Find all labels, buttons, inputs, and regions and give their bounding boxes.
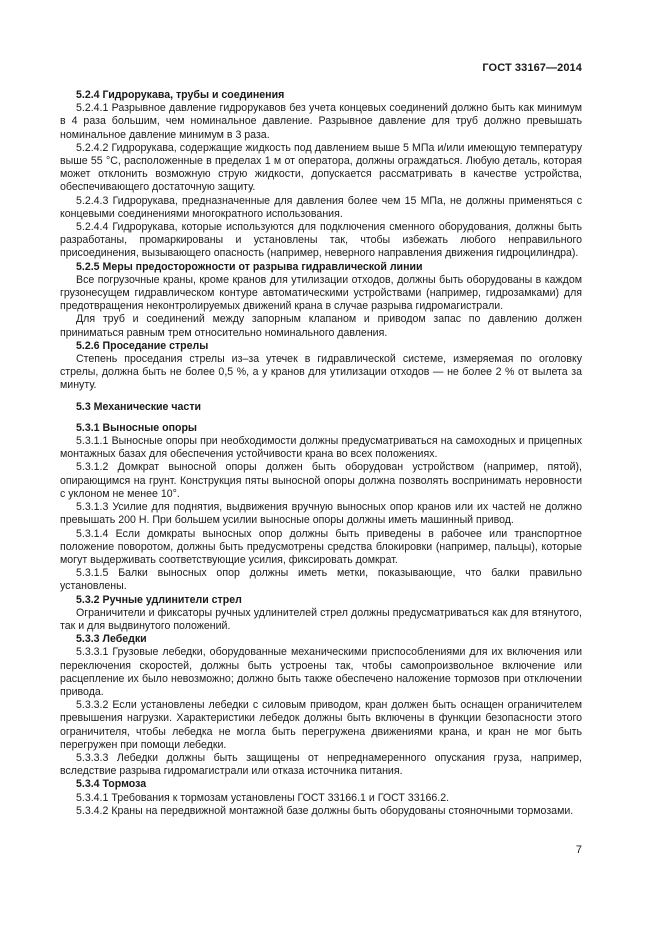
section-heading: 5.3.1 Выносные опоры (76, 421, 197, 434)
paragraph: 5.3.3.3 Лебедки должны быть защищены от непреднамеренного опускания груза, например, вследствие разрыва гидромагистрали или отказа источника питания. (60, 751, 582, 778)
paragraph: Ограничители и фиксаторы ручных удлинителей стрел должны предусматриваться как для втянутого, так и для выдвинутого положений. (60, 606, 582, 632)
page-number: 7 (575, 844, 582, 856)
paragraph: 5.3.4.1 Требования к тормозам установлены ГОСТ 33166.1 и ГОСТ 33166.2. (76, 791, 450, 804)
paragraph: Все погрузочные краны, кроме кранов для утилизации отходов, должны быть оборудованы в каждом грузонесущем гидравлическом контуре автоматическими устройствами (например, гидрозамками) для предотвращения неконтролируемых движений крана в случае разрыва гидромагистрали. (60, 273, 582, 313)
section-heading: 5.3.4 Тормоза (76, 778, 147, 791)
section-heading: 5.3.3 Лебедки (76, 633, 147, 646)
paragraph: 5.2.4.3 Гидрорукава, предназначенные для давления более чем 15 МПа, не должны применяться с концевыми соединениями многократного использования. (60, 194, 582, 220)
section-heading: 5.3 Механические части (76, 400, 202, 413)
section-heading: 5.2.6 Проседание стрелы (76, 339, 209, 352)
paragraph: Степень проседания стрелы из–за утечек в гидравлической системе, измеряемая по оголовку стрелы, должна быть не более 0,5 %, а у кранов для утилизации отходов — не более 2 % от вылета за минуту. (60, 353, 582, 392)
paragraph: 5.2.4.4 Гидрорукава, которые используются для подключения сменного оборудования, должны быть разработаны, промаркированы и установлены так, чтобы избежать любого неправильного присоединения, вызывающего опасность (например, неверного направления движения гидроцилиндра). (60, 221, 582, 260)
paragraph: 5.3.1.2 Домкрат выносной опоры должен быть оборудован устройством (например, пятой), опирающимся на грунт. Конструкция пяты выносной опоры должна позволять воспринимать неровности с уклоном не менее 10°. (60, 461, 582, 500)
paragraph: 5.3.1.5 Балки выносных опор должны иметь метки, показывающие, что балки правильно установлены. (60, 567, 582, 593)
paragraph: 5.3.1.4 Если домкраты выносных опор должны быть приведены в рабочее или транспортное положение поворотом, должны быть предусмотрены средства блокировки (например, пальцы), которые могут выдерживать соответствующие усилия, фиксировать домкрат. (60, 527, 582, 566)
paragraph: 5.3.1.1 Выносные опоры при необходимости должны предусматриваться на самоходных и прицепных монтажных базах для обеспечения устойчивости крана во всех положениях. (60, 435, 582, 461)
paragraph: Для труб и соединений между запорным клапаном и приводом запас по давлению должен приниматься равным трем относительно номинального давления. (60, 313, 582, 339)
document-body (60, 89, 582, 818)
section-heading: 5.2.5 Меры предосторожности от разрыва гидравлической линии (76, 260, 423, 273)
paragraph: 5.2.4.2 Гидрорукава, содержащие жидкость под давлением выше 5 МПа и/или имеющую температуру выше 55 °С, расположенные в пределах 1 м от оператора, должны ограждаться. Любую деталь, которая может отклонить возможную струю жидкости, допускается рассматривать в качестве устройства, обеспечивающего достаточную защиту. (60, 141, 582, 194)
paragraph: 5.3.3.2 Если установлены лебедки с силовым приводом, кран должен быть оснащен ограничителем превышения нагрузки. Характеристики лебедок должны быть включены в функции безопасности этого ограничителя, чтобы лебедка не могла быть перегружена движениями крана, и кран не мог быть перегружен при помощи лебедки. (60, 699, 582, 751)
standard-code-header: ГОСТ 33167—2014 (482, 62, 582, 74)
section-heading: 5.2.4 Гидрорукава, трубы и соединения (76, 89, 285, 101)
paragraph: 5.3.3.1 Грузовые лебедки, оборудованные механическими приспособлениями для их включения или переключения скоростей, должны быть устроены так, чтобы самопроизвольное включение или расцепление их было невозможно; должно быть также обеспечено наложение тормозов при отключении привода. (60, 646, 582, 698)
section-heading: 5.3.2 Ручные удлинители стрел (76, 593, 242, 606)
paragraph: 5.2.4.1 Разрывное давление гидрорукавов без учета концевых соединений должно быть как минимум в 4 раза большим, чем номинальное давление. Разрывное давление для труб должно превышать номинальное давление минимум в 3 раза. (60, 102, 582, 141)
paragraph: 5.3.4.2 Краны на передвижной монтажной базе должны быть оборудованы стояночными тормозами. (76, 804, 574, 817)
paragraph: 5.3.1.3 Усилие для поднятия, выдвижения вручную выносных опор кранов или их частей не должно превышать 200 Н. При большем усилии выносные опоры должны иметь машинный привод. (60, 501, 582, 527)
